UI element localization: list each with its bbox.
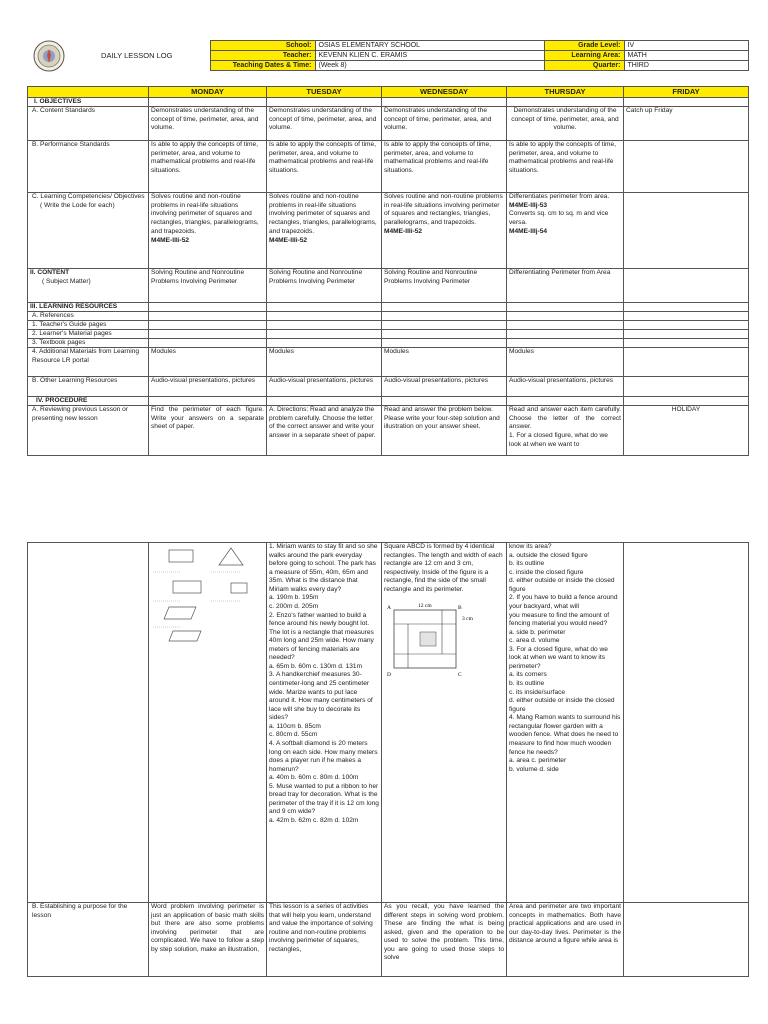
corner-cell: [28, 87, 149, 98]
content-thu: Differentiating Perimeter from Area: [507, 269, 624, 303]
perf-std-mon: Is able to apply the concepts of time, perimeter, area, and volume to mathematical problems and real-life situations.: [149, 141, 267, 193]
review-label: A. Reviewing previous Lesson or presenting new lesson: [28, 406, 149, 456]
day-monday: MONDAY: [149, 87, 267, 98]
label-b: B: [458, 605, 462, 612]
competencies-label: C. Learning Competencies/ Objectives ( Write the Lode for each): [28, 193, 149, 269]
label-wid: 3 cm: [462, 616, 473, 623]
day-tuesday: TUESDAY: [267, 87, 382, 98]
purpose-label: B. Establishing a purpose for the lesson: [28, 903, 149, 977]
content-mon: Solving Routine and Nonroutine Problems Involving Perimeter: [149, 269, 267, 303]
other-res-thu: Audio-visual presentations, pictures: [507, 377, 624, 397]
tue-problems: 1. Miriam wants to stay fit and so she walks around the park everyday before going to school. The park has a measure of 55m, 40m, 65m and 35m. What is the distance that Miriam walks every day? a. 190m b. 195m c. 200m d. 205m 2. Enzo's father wanted to build a fence around his newly bought lot. The lot is a rectangle that measures 40m long and 25m wide. How many meters of fencing materials are needed? a. 65m b. 60m c. 130m d. 131m 3. A handkerchief measures 30-centimeter-long and 25 centimeter wide. Marize wants to put lace around it. How many centimeters of lace will she buy to decorate its sides? a. 110cm b. 85cm c. 80cm d. 55cm 4. A softball diamond is 20 meters long on each side. How many meters does a player run if he makes a homerun? a. 40m b. 60m c. 80m d. 100m 5. Muse wanted to put a ribbon to her bread tray for decoration. What is the perimeter of the tray if it is 12 cm long and 9 cm wide? a. 42m b. 62m c. 82m d. 102m: [267, 543, 382, 903]
review-tue: A. Directions: Read and analyze the problem carefully. Choose the letter of the correct answer and write your answer in a separate sheet of paper.: [267, 406, 382, 456]
lesson-table: [27, 86, 749, 456]
day-thursday: THURSDAY: [507, 87, 624, 98]
resources-heading: III. LEARNING RESOURCES: [28, 303, 149, 312]
square-abcd-figure: [384, 598, 502, 678]
review-wed: Read and answer the problem below. Please write your four-step solution and illustration on your answer sheet.: [382, 406, 507, 456]
page-title: DAILY LESSON LOG: [101, 51, 173, 60]
shapes-figure: [151, 545, 263, 645]
content-std-tue: Demonstrates understanding of the concept of time, perimeter, area, and volume.: [267, 107, 382, 141]
purpose-wed: As you recall, you have learned the different steps in solving word problem. These are finding the what is being asked, given and the operation to be used to solve the problem. This time, you are going to used those steps to solve: [382, 903, 507, 977]
objectives-heading: I. OBJECTIVES: [28, 98, 149, 107]
area-value: MATH: [624, 51, 748, 61]
perf-std-wed: Is able to apply the concepts of time, perimeter, area, and volume to mathematical problems and real-life situations.: [382, 141, 507, 193]
other-res-wed: Audio-visual presentations, pictures: [382, 377, 507, 397]
perf-std-thu: Is able to apply the concepts of time, perimeter, area, and volume to mathematical problems and real-life situations.: [507, 141, 624, 193]
school-value: OSIAS ELEMENTARY SCHOOL: [315, 41, 544, 51]
review-mon: Find the perimeter of each figure. Write your answers on a separate sheet of paper.: [149, 406, 267, 456]
dates-value: (Week 8): [315, 61, 544, 71]
performance-standards-label: B. Performance Standards: [28, 141, 149, 193]
comp-wed: Solves routine and non-routine problems in real-life situations involving perimeter of squares and rectangles, triangles, parallelograms, and trapezoids. M4ME-IIIi-52: [382, 193, 507, 269]
label-a: A: [387, 605, 391, 612]
content-label: II. CONTENT ( Subject Matter): [28, 269, 149, 303]
content-std-wed: Demonstrates understanding of the concept of time, perimeter, area, and volume.: [382, 107, 507, 141]
teacher-label: Teacher:: [210, 51, 315, 61]
purpose-mon: Word problem involving perimeter is just an application of basic math skills but there are also some problems involving perimeter that are complicated. We have to follow a step by step solution, make an illustration,: [149, 903, 267, 977]
content-wed: Solving Routine and Nonroutine Problems Involving Perimeter: [382, 269, 507, 303]
label-d: D: [387, 672, 391, 679]
perimeter-figures: [149, 543, 267, 903]
content-std-mon: Demonstrates understanding of the concept of time, perimeter, area, and volume.: [149, 107, 267, 141]
comp-tue: Solves routine and non-routine problems in real-life situations involving perimeter of squares and rectangles, triangles, parallelograms, and trapezoids. M4ME-IIIi-52: [267, 193, 382, 269]
content-std-fri: Catch up Friday: [624, 107, 749, 141]
references-label: A. References: [28, 312, 149, 321]
other-res-mon: Audio-visual presentations, pictures: [149, 377, 267, 397]
comp-mon: Solves routine and non-routine problems in real-life situations involving perimeter of squares and rectangles, triangles, parallelograms, and trapezoids. M4ME-IIIi-52: [149, 193, 267, 269]
quarter-value: THIRD: [624, 61, 748, 71]
wed-problem: Square ABCD is formed by 4 identical rectangles. The length and width of each rectangle are 12 cm and 3 cm, respectively. Inside of the figure is a rectangle, find the side of the small rectangle and its perimeter. A B D C 12 cm 3 cm: [382, 543, 507, 903]
teacher-value: KEVENN KLIEN C. ERAMIS: [315, 51, 544, 61]
review-fri: HOLIDAY: [624, 406, 749, 456]
additional-materials-label: 4. Additional Materials from Learning Resource LR portal: [28, 348, 149, 377]
day-wednesday: WEDNESDAY: [382, 87, 507, 98]
label-len: 12 cm: [418, 603, 432, 610]
day-friday: FRIDAY: [624, 87, 749, 98]
area-label: Learning Area:: [544, 51, 624, 61]
materials-mon: Modules: [149, 348, 267, 377]
content-standards-label: A. Content Standards: [28, 107, 149, 141]
quarter-label: Quarter:: [544, 61, 624, 71]
label-c: C: [458, 672, 462, 679]
school-label: School:: [210, 41, 315, 51]
content-std-thu: Demonstrates understanding of the concept of time, perimeter, area, and volume.: [507, 107, 624, 141]
materials-thu: Modules: [507, 348, 624, 377]
review-thu: Read and answer each item carefully. Choose the letter of the correct answer. 1. For a closed figure, what do we look at when we want to: [507, 406, 624, 456]
other-resources-label: B. Other Learning Resources: [28, 377, 149, 397]
dates-label: Teaching Dates & Time:: [210, 61, 315, 71]
content-tue: Solving Routine and Nonroutine Problems Involving Perimeter: [267, 269, 382, 303]
textbook-pages-label: 3. Textbook pages: [28, 339, 149, 348]
perf-std-tue: Is able to apply the concepts of time, perimeter, area, and volume to mathematical problems and real-life situations.: [267, 141, 382, 193]
other-res-tue: Audio-visual presentations, pictures: [267, 377, 382, 397]
materials-wed: Modules: [382, 348, 507, 377]
thu-questions: know its area? a. outside the closed figure b. its outline c. inside the closed figure d. either outside or inside the closed figure 2. If you have to build a fence around your backyard, what will you measure to find the amount of fencing material you would need? a. side b. perimeter c. area d. volume 3. For a closed figure, what do we look at when we want to know its perimeter? a. its corners b. its outline c. its inside/surface d. either outside or inside the closed figure 4. Mang Ramon wants to surround his rectangular flower garden with a wooden fence. What does he need to measure to find how much wooden fence he needs? a. area c. perimeter b. volume d. side: [507, 543, 624, 903]
procedure-heading: IV. PROCEDURE: [28, 397, 149, 406]
comp-thu: Differentiates perimeter from area. M4ME-IIIj-53 Converts sq. cm to sq. m and vice versa. M4ME-IIIj-54: [507, 193, 624, 269]
header-table: [27, 40, 749, 71]
lesson-table-continued: [27, 542, 749, 977]
lm-pages-label: 2. Learner's Material pages: [28, 330, 149, 339]
tg-pages-label: 1. Teacher's Guide pages: [28, 321, 149, 330]
materials-tue: Modules: [267, 348, 382, 377]
grade-label: Grade Level:: [544, 41, 624, 51]
purpose-tue: This lesson is a series of activities that will help you learn, understand and value the importance of solving routine and non-routine problems involving perimeter of squares, rectangles,: [267, 903, 382, 977]
purpose-thu: Area and perimeter are two important concepts in mathematics. Both have practical applications and are used in our day-to-day lives. Perimeter is the distance around a figure while area is: [507, 903, 624, 977]
grade-value: IV: [624, 41, 748, 51]
